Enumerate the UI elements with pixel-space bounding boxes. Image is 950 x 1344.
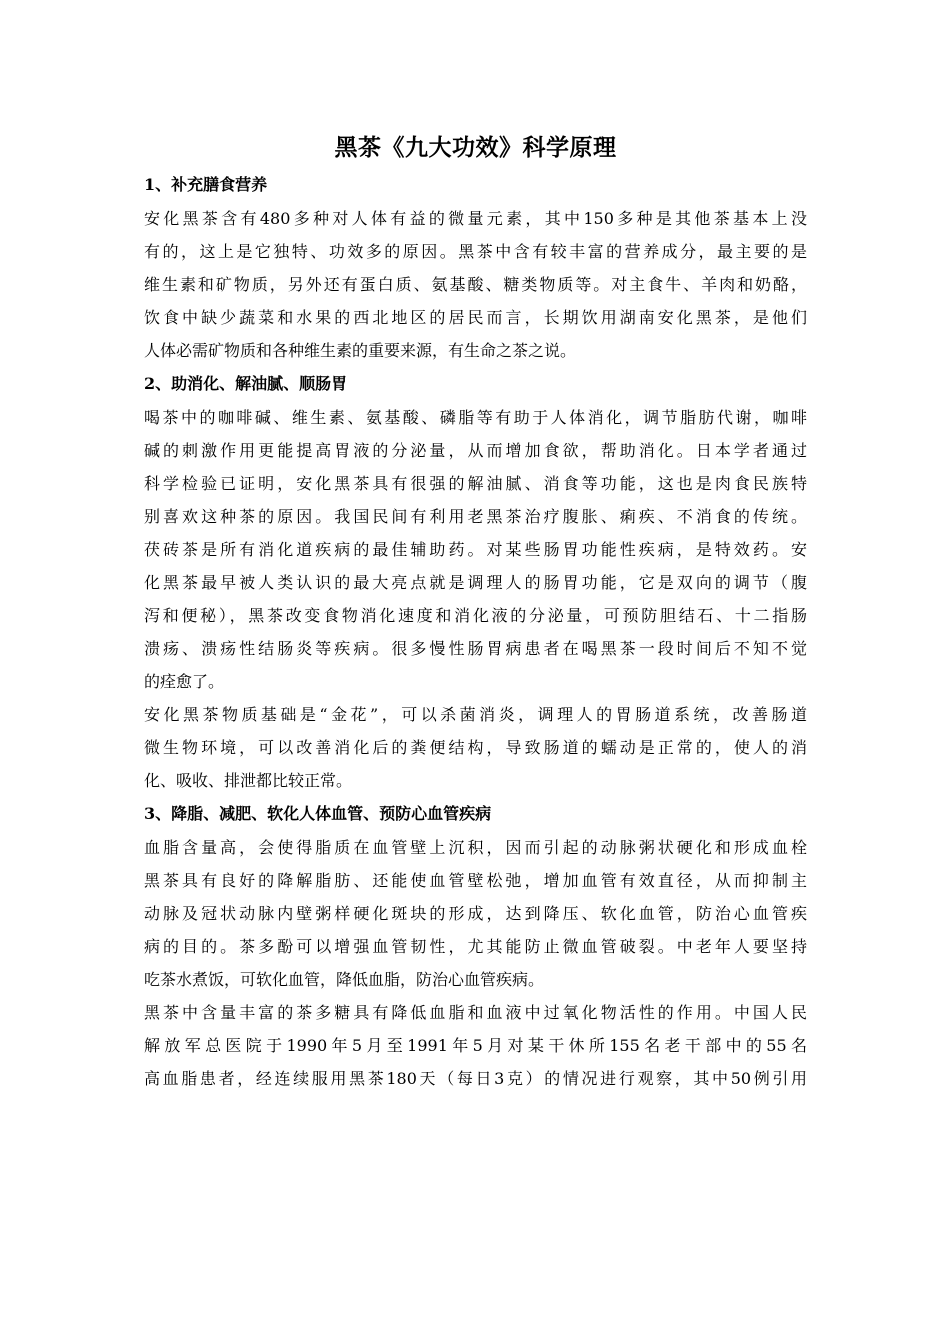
text-line: 吃茶水煮饭，可软化血管，降低血脂，防治心血管疾病。	[144, 970, 545, 989]
document-page	[144, 128, 807, 1095]
text-line: 安化黑茶含有480多种对人体有益的微量元素，其中150多种是其他茶基本上没	[144, 209, 807, 228]
paragraph	[144, 401, 807, 698]
paragraph	[144, 831, 807, 996]
text-line: 高血脂患者，经连续服用黑茶180天（每日3克）的情况进行观察，其中50例引用	[144, 1069, 807, 1088]
text-line: 饮食中缺少蔬菜和水果的西北地区的居民而言，长期饮用湖南安化黑茶，是他们	[144, 308, 807, 327]
text-line: 动脉及冠状动脉内壁粥样硬化斑块的形成，达到降压、软化血管，防治心血管疾	[144, 904, 807, 923]
text-line: 黑茶具有良好的降解脂肪、还能使血管壁松弛，增加血管有效直径，从而抑制主	[144, 871, 807, 890]
text-line: 的痊愈了。	[144, 672, 225, 691]
text-line: 病的目的。茶多酚可以增强血管韧性，尤其能防止微血管破裂。中老年人要坚持	[144, 937, 807, 956]
section-heading: 2、助消化、解油腻、顺肠胃	[144, 374, 348, 393]
text-line: 有的，这上是它独特、功效多的原因。黑茶中含有较丰富的营养成分，最主要的是	[144, 242, 807, 261]
text-line: 茯砖茶是所有消化道疾病的最佳辅助药。对某些肠胃功能性疾病，是特效药。安	[144, 540, 807, 559]
section-3	[144, 797, 807, 1095]
text-line: 泻和便秘），黑茶改变食物消化速度和消化液的分泌量，可预防胆结石、十二指肠	[144, 606, 807, 625]
paragraph	[144, 996, 807, 1095]
text-line: 维生素和矿物质，另外还有蛋白质、氨基酸、糖类物质等。对主食牛、羊肉和奶酪，	[144, 275, 807, 294]
section-2	[144, 367, 807, 797]
paragraph	[144, 698, 807, 797]
text-line: 溃疡、溃疡性结肠炎等疾病。很多慢性肠胃病患者在喝黑茶一段时间后不知不觉	[144, 639, 807, 658]
text-line: 安化黑茶物质基础是“金花”，可以杀菌消炎，调理人的胃肠道系统，改善肠道	[144, 705, 807, 724]
text-line: 科学检验已证明，安化黑茶具有很强的解油腻、消食等功能，这也是肉食民族特	[144, 474, 807, 493]
text-line: 人体必需矿物质和各种维生素的重要来源，有生命之茶之说。	[144, 341, 577, 360]
text-line: 化黑茶最早被人类认识的最大亮点就是调理人的肠胃功能，它是双向的调节（腹	[144, 573, 807, 592]
text-line: 碱的刺激作用更能提高胃液的分泌量，从而增加食欲，帮助消化。日本学者通过	[144, 441, 807, 460]
text-line: 微生物环境，可以改善消化后的粪便结构，导致肠道的蠕动是正常的，使人的消	[144, 738, 807, 757]
text-line: 别喜欢这种茶的原因。我国民间有利用老黑茶治疗腹胀、痢疾、不消食的传统。	[144, 507, 807, 526]
text-line: 黑茶中含量丰富的茶多糖具有降低血脂和血液中过氧化物活性的作用。中国人民	[144, 1003, 807, 1022]
section-1	[144, 168, 807, 367]
text-line: 化、吸收、排泄都比较正常。	[144, 771, 353, 790]
paragraph	[144, 202, 807, 367]
text-line: 血脂含量高，会使得脂质在血管壁上沉积，因而引起的动脉粥状硬化和形成血栓	[144, 838, 807, 857]
text-line: 喝茶中的咖啡碱、维生素、氨基酸、磷脂等有助于人体消化，调节脂肪代谢，咖啡	[144, 408, 807, 427]
text-line: 解放军总医院于1990年5月至1991年5月对某干休所155名老干部中的55名	[144, 1036, 807, 1055]
section-heading: 3、降脂、减肥、软化人体血管、预防心血管疾病	[144, 804, 492, 823]
section-heading: 1、补充膳食营养	[144, 175, 268, 194]
document-title: 黑茶《九大功效》科学原理	[334, 134, 617, 161]
